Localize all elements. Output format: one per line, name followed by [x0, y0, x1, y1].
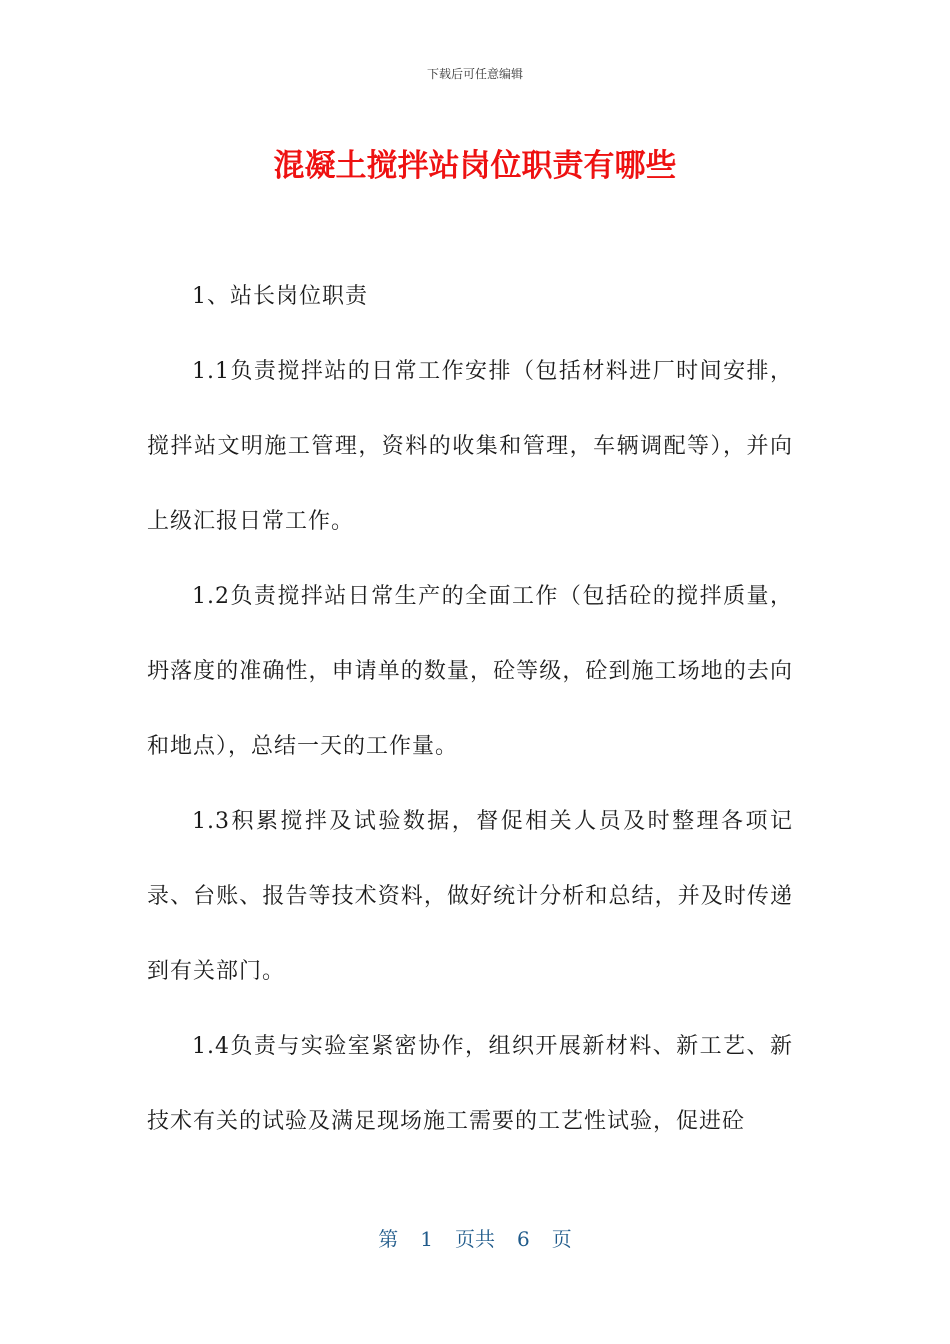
paragraph-1-2: 1.2负责搅拌站日常生产的全面工作（包括砼的搅拌质量，坍落度的准确性，申请单的数量，砼等级，砼到施工场地的去向和地点），总结一天的工作量。 — [147, 584, 793, 759]
document-title: 混凝土搅拌站岗位职责有哪些 — [273, 148, 677, 184]
footer-prefix: 第 — [378, 1227, 399, 1251]
footer-total-pages: 6 — [517, 1227, 530, 1251]
document-body — [147, 259, 793, 1159]
paragraph-1-1: 1.1负责搅拌站的日常工作安排（包括材料进厂时间安排，搅拌站文明施工管理，资料的收集和管理，车辆调配等），并向上级汇报日常工作。 — [147, 359, 793, 534]
page-footer — [0, 1224, 950, 1254]
footer-current-page: 1 — [420, 1227, 433, 1251]
paragraph-section-heading: 1、站长岗位职责 — [192, 284, 368, 309]
paragraph-1-4: 1.4负责与实验室紧密协作，组织开展新材料、新工艺、新技术有关的试验及满足现场施工需要的工艺性试验，促进砼 — [147, 1034, 793, 1134]
paragraph-1-3: 1.3积累搅拌及试验数据，督促相关人员及时整理各项记录、台账、报告等技术资料，做好统计分析和总结，并及时传递到有关部门。 — [147, 809, 793, 984]
footer-suffix: 页 — [551, 1227, 572, 1251]
footer-middle: 页共 — [455, 1227, 495, 1251]
page-header-note: 下载后可任意编辑 — [426, 67, 523, 81]
